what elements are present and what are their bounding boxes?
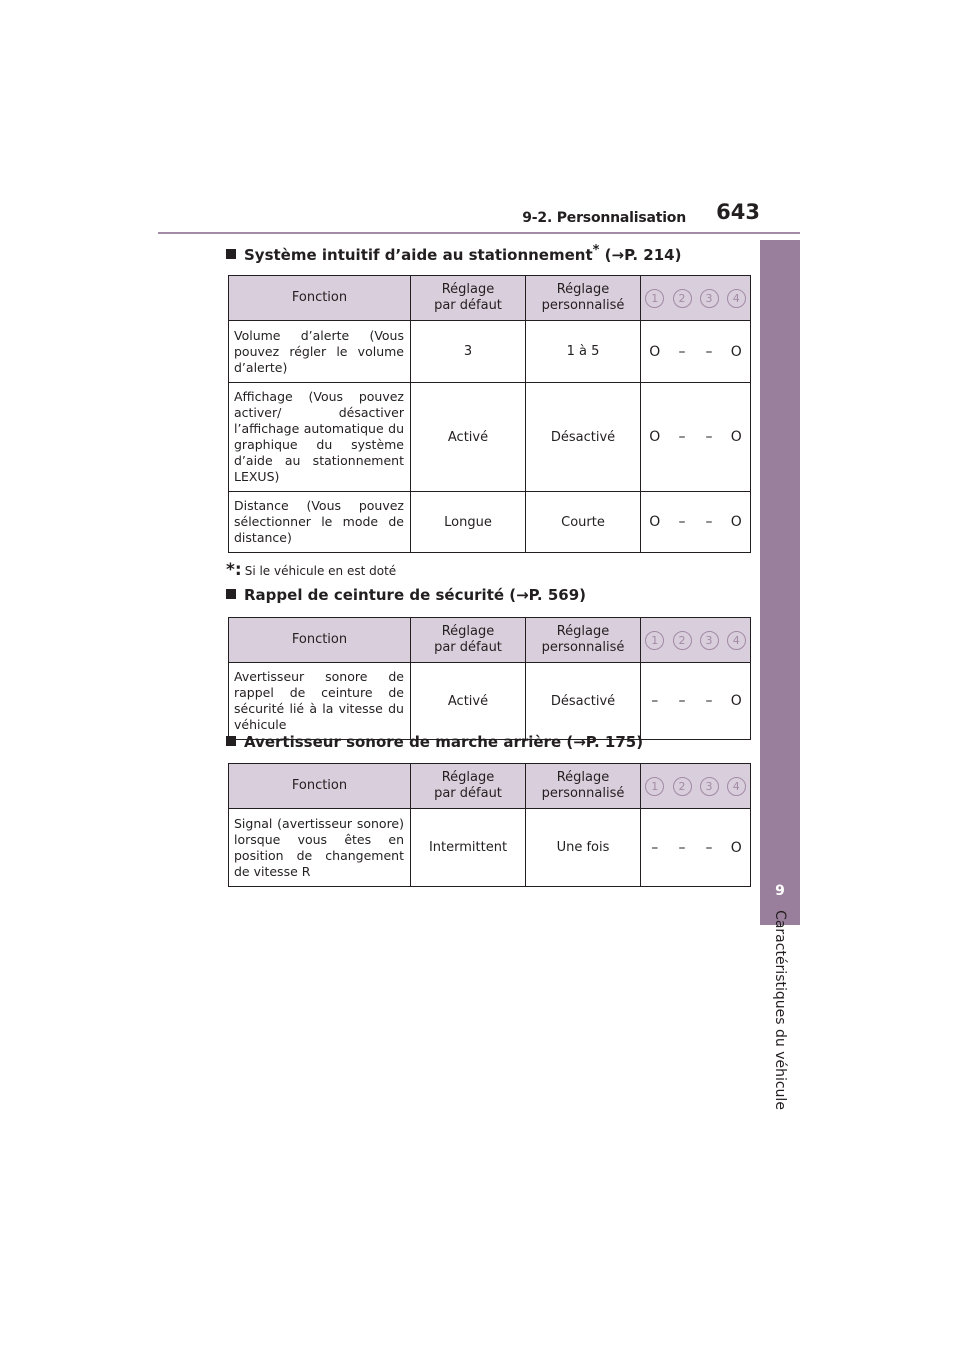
section-title-reverse-buzzer	[226, 733, 643, 751]
header-fonction: Fonction	[229, 764, 411, 809]
row-mark-3: –	[696, 663, 723, 740]
row-mark-4: O	[723, 321, 751, 383]
chapter-side-tab	[760, 240, 800, 925]
row-fonction: Distance (Vous pouvez sélectionner le mode de distance)	[229, 492, 411, 553]
header-circled-2: 2	[669, 276, 696, 321]
row-custom: 1 à 5	[526, 321, 641, 383]
row-mark-2: –	[669, 321, 696, 383]
settings-table-parking-assist	[228, 275, 751, 553]
row-mark-2: –	[669, 663, 696, 740]
table-row	[229, 809, 751, 887]
header-circled-3: 3	[696, 618, 723, 663]
square-bullet-icon	[226, 589, 236, 599]
header-fonction: Fonction	[229, 618, 411, 663]
row-custom: Une fois	[526, 809, 641, 887]
header-default: Réglage par défaut	[411, 276, 526, 321]
row-mark-4: O	[723, 809, 751, 887]
row-custom: Courte	[526, 492, 641, 553]
settings-table-reverse-buzzer	[228, 763, 751, 887]
row-mark-2: –	[669, 383, 696, 492]
header-custom: Réglage personnalisé	[526, 618, 641, 663]
table-header-row	[229, 618, 751, 663]
row-default: Intermittent	[411, 809, 526, 887]
header-custom: Réglage personnalisé	[526, 764, 641, 809]
section-title-ref: (→P. 214)	[599, 246, 682, 264]
row-fonction: Signal (avertisseur sonore) lorsque vous êtes en position de changement de vitesse R	[229, 809, 411, 887]
section-title-text: Système intuitif d’aide au stationnement	[244, 246, 593, 264]
row-mark-3: –	[696, 809, 723, 887]
header-fonction: Fonction	[229, 276, 411, 321]
header-circled-2: 2	[669, 618, 696, 663]
settings-table-seatbelt-reminder	[228, 617, 751, 740]
header-circled-1: 1	[641, 618, 669, 663]
row-default: Activé	[411, 663, 526, 740]
footnote-star: *	[592, 243, 600, 258]
header-circled-1: 1	[641, 764, 669, 809]
row-default: Longue	[411, 492, 526, 553]
row-custom: Désactivé	[526, 383, 641, 492]
header-circled-1: 1	[641, 276, 669, 321]
row-fonction: Affichage (Vous pouvez activer/ désactiver l’affichage automatique du graphique du système d’aide au stationnement LEXUS)	[229, 383, 411, 492]
row-mark-4: O	[723, 492, 751, 553]
chapter-number: 9	[775, 883, 785, 899]
header-rule	[158, 232, 800, 234]
header-circled-2: 2	[669, 764, 696, 809]
header-circled-3: 3	[696, 764, 723, 809]
section-title-parking-assist	[226, 243, 681, 264]
page-header	[0, 0, 960, 240]
row-mark-4: O	[723, 663, 751, 740]
row-mark-1: –	[641, 663, 669, 740]
row-mark-4: O	[723, 383, 751, 492]
header-custom: Réglage personnalisé	[526, 276, 641, 321]
row-mark-1: O	[641, 383, 669, 492]
table-row	[229, 492, 751, 553]
square-bullet-icon	[226, 736, 236, 746]
footnote-text: Si le véhicule en est doté	[244, 564, 397, 578]
table-header-row	[229, 764, 751, 809]
table-header-row	[229, 276, 751, 321]
row-custom: Désactivé	[526, 663, 641, 740]
row-fonction: Avertisseur sonore de rappel de ceinture de sécurité lié à la vitesse du véhicule	[229, 663, 411, 740]
header-default: Réglage par défaut	[411, 618, 526, 663]
page-number: 643	[716, 200, 760, 224]
section-label: 9-2. Personnalisation	[522, 210, 686, 226]
section-title-seatbelt-reminder	[226, 586, 586, 604]
row-mark-3: –	[696, 383, 723, 492]
table-row	[229, 663, 751, 740]
row-mark-3: –	[696, 321, 723, 383]
table-row	[229, 383, 751, 492]
table-row	[229, 321, 751, 383]
row-mark-2: –	[669, 492, 696, 553]
row-mark-1: O	[641, 492, 669, 553]
row-default: Activé	[411, 383, 526, 492]
header-circled-4: 4	[723, 618, 751, 663]
header-circled-4: 4	[723, 276, 751, 321]
header-circled-4: 4	[723, 764, 751, 809]
header-default: Réglage par défaut	[411, 764, 526, 809]
header-circled-3: 3	[696, 276, 723, 321]
row-mark-1: O	[641, 321, 669, 383]
section-title-text: Rappel de ceinture de sécurité (→P. 569)	[244, 586, 587, 604]
row-mark-1: –	[641, 809, 669, 887]
square-bullet-icon	[226, 249, 236, 259]
row-mark-2: –	[669, 809, 696, 887]
row-fonction: Volume d’alerte (Vous pouvez régler le volume d’alerte)	[229, 321, 411, 383]
footnote	[226, 560, 396, 580]
section-title-text: Avertisseur sonore de marche arrière (→P. 175)	[244, 733, 644, 751]
row-mark-3: –	[696, 492, 723, 553]
footnote-star: *:	[226, 560, 242, 580]
row-default: 3	[411, 321, 526, 383]
chapter-title: Caractéristiques du véhicule	[772, 910, 788, 1110]
